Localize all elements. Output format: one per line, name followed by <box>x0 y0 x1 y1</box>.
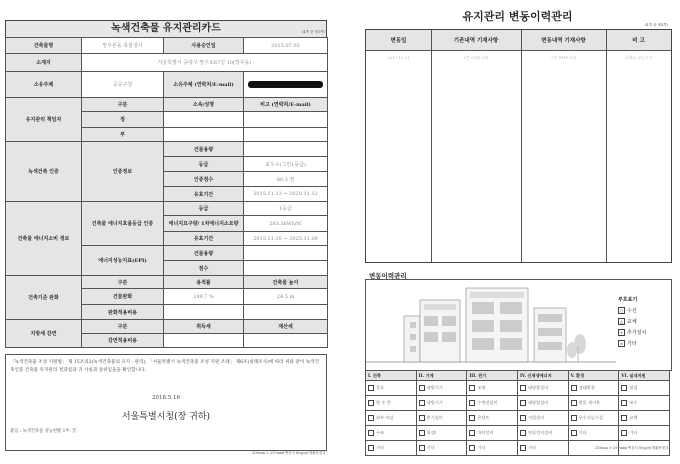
category-item-label: 위생/ <box>426 430 437 435</box>
category-cell <box>619 411 670 426</box>
category-cell <box>568 381 619 396</box>
category-cell <box>467 381 518 396</box>
page-note: (4쪽 중 제1쪽) <box>302 30 325 34</box>
manager-row-secondary: 부 <box>82 128 164 142</box>
category-cell <box>517 411 568 426</box>
checkbox-icon[interactable] <box>469 385 475 391</box>
category-item-label: 수변전설비 <box>477 400 498 405</box>
category-title: VI. 실내지원 <box>619 371 670 381</box>
category-item-label: 기타 <box>629 430 638 435</box>
location-value: 서울특별시 중랑구 망우로67길 10(망우동) <box>82 54 328 72</box>
checkbox-icon[interactable] <box>419 385 425 391</box>
paper-size-note: 210mm × 297mm[백상지 80g/㎡(재활용품)] <box>594 446 668 450</box>
category-title: II. 기계 <box>416 371 467 381</box>
energy-item-label: 등급 <box>164 202 244 216</box>
category-item-label: 콘센트 <box>477 415 490 420</box>
category-item-label: 태양광설비 <box>527 385 549 390</box>
owner-contact-label: 소유주체 (연락처/E-mail) <box>164 72 244 98</box>
epi-item-label: 점수 <box>164 261 244 276</box>
notice-text: 「녹색건축물 조성 지원법」 제 15조의2(녹색건축물의 유지 · 관리), 「서울특별시 녹색건축물 조성 지원 조례」 제6조(실태조사)에 따라 위와 같이 녹색건축인증 건축물 유지관리 결과업과 귀 사실과 상위임을을 확인합니다. <box>10 360 320 373</box>
checkbox-icon[interactable] <box>419 400 425 406</box>
epi-item-value <box>244 246 328 261</box>
checkbox-icon[interactable] <box>621 400 627 406</box>
category-title: V. 환경 <box>568 371 619 381</box>
legend-symbol: ○ <box>619 308 624 313</box>
category-cell <box>416 426 467 441</box>
category-item-label: 외부 마감 <box>376 415 394 420</box>
checkbox-icon[interactable] <box>520 445 526 451</box>
standard-far-value <box>164 305 244 320</box>
green-cert-label: 녹색건축 인증 <box>6 142 82 202</box>
legend-title: 부호표기 <box>618 297 638 303</box>
category-item-label: 기타 <box>527 445 537 450</box>
tax-acquisition-value <box>164 334 244 348</box>
checkbox-icon[interactable] <box>571 415 577 421</box>
category-item-label: 환기설비 <box>426 415 443 420</box>
category-cell <box>517 396 568 411</box>
category-item-label: 기타 <box>477 445 486 450</box>
energy-cert-label: 건축물 에너지효율등급 인증 <box>82 202 164 246</box>
category-item-label: 창호 <box>376 385 385 390</box>
category-cell <box>416 411 467 426</box>
column-divider <box>606 30 607 262</box>
legend-label: 기타 <box>627 341 637 347</box>
category-item-label: 우수저류시설 <box>578 415 603 420</box>
checkbox-icon[interactable] <box>571 400 577 406</box>
energy-item-label: 유효기간 <box>164 232 244 246</box>
legend-symbol: + <box>619 330 624 335</box>
category-cell <box>568 396 619 411</box>
legend-symbol: × <box>619 341 624 346</box>
category-item-label: 점검 <box>629 385 638 390</box>
history-title: 유지관리 변동이력관리 <box>462 10 573 23</box>
category-item-label: 교체 <box>629 415 638 420</box>
category-cell <box>416 441 467 456</box>
green-cert-item-value: 80.3 점 <box>244 172 328 187</box>
category-cell <box>467 441 518 456</box>
category-item-label: 기타 <box>376 445 385 450</box>
legend-label: 교체 <box>627 319 637 325</box>
category-cell <box>416 396 467 411</box>
card-main-table <box>5 37 328 348</box>
standard-row-label: 건물완화 <box>82 289 164 305</box>
green-cert-item-label: 등급 <box>164 157 244 172</box>
category-item-label: 태양열설비 <box>527 400 549 405</box>
category-cell <box>619 396 670 411</box>
section-label: 변동이력관리 <box>369 272 407 280</box>
checkbox-icon[interactable] <box>621 415 627 421</box>
owner-contact-value <box>244 72 328 98</box>
category-cell <box>517 426 568 441</box>
history-note: 교체(노후)/기타 <box>624 55 653 60</box>
category-title: III. 전기 <box>467 371 518 381</box>
page-note: (4쪽 중 제4쪽) <box>645 23 668 27</box>
footnote: 붙임 : 녹색건축물 성능현황 1부. 끝. <box>10 429 78 434</box>
building-diagram-box <box>365 279 672 371</box>
header-after: 변동내역 기재사항 <box>541 38 586 44</box>
category-cell <box>366 381 417 396</box>
symbol-legend <box>618 296 646 351</box>
standard-label: 건축기준 완화 <box>6 276 82 320</box>
green-cert-item-label: 인증점수 <box>164 172 244 187</box>
category-title: I. 건축 <box>366 371 417 381</box>
green-cert-item-label: 건물용량 <box>164 142 244 157</box>
category-cell <box>568 411 619 426</box>
standard-far-value: 249.7 % <box>164 289 244 305</box>
agency-name: 서울특별시청(장 귀하) <box>121 412 211 422</box>
category-item-label: 보수 <box>629 400 638 405</box>
legend-item <box>618 318 646 325</box>
checkbox-icon[interactable] <box>419 415 425 421</box>
epi-label: 에너지성능지표(EPI) <box>82 246 164 276</box>
category-cell <box>467 396 518 411</box>
category-row <box>366 426 670 441</box>
checkbox-icon[interactable] <box>571 385 577 391</box>
history-before: 5층 GHP 5대 <box>463 55 489 60</box>
green-cert-item-value <box>244 142 328 157</box>
paper-size-note: 210mm × 297mm[백상지 80g/㎡(재활용품)] <box>251 451 325 455</box>
energy-label: 건축물 에너지소비 정보 <box>6 202 82 276</box>
energy-item-value: 1등급 <box>244 202 328 216</box>
category-item-label: 조명 <box>477 385 486 390</box>
standard-col: 구분 <box>82 276 164 289</box>
category-cell <box>517 441 568 456</box>
building-name-label: 건축물명 <box>6 38 82 54</box>
category-table <box>365 370 670 456</box>
header-before: 기존내역 기재사항 <box>453 38 499 44</box>
history-date: 2017.10.31 <box>387 55 410 60</box>
checkbox-icon[interactable] <box>621 430 627 436</box>
checkbox-icon[interactable] <box>469 400 475 406</box>
checkbox-icon[interactable] <box>368 430 374 436</box>
column-divider <box>431 30 432 262</box>
manager-primary-contact <box>244 112 328 128</box>
manager-secondary-contact <box>244 128 328 142</box>
legend-item <box>618 329 646 336</box>
manager-col-3: 비고 (연락처/E-mail) <box>244 98 328 112</box>
header-change-date: 변동일 <box>390 38 407 44</box>
green-cert-item-value: 최우수(그린1등급) <box>244 157 328 172</box>
owner-label: 소유주체 <box>6 72 82 98</box>
category-cell <box>416 381 467 396</box>
card-title: 녹색건축물 유지관리카드 <box>5 20 327 38</box>
category-row <box>366 396 670 411</box>
history-table <box>365 29 672 263</box>
owner-value: 공공구청 <box>82 72 164 98</box>
category-item-label: 방 수 층 <box>376 400 391 405</box>
tax-property-value <box>244 334 328 348</box>
category-item-label: 차단설비 <box>477 430 494 435</box>
approval-date-value: 2015.07.02 <box>244 38 328 54</box>
category-title: IV. 신재생에너지 <box>517 371 568 381</box>
standard-height-value: 24.5 m <box>244 289 328 305</box>
history-after: 5층 EHP 5대 <box>551 55 576 60</box>
checkbox-icon[interactable] <box>520 385 526 391</box>
category-cell <box>467 426 518 441</box>
category-item-label: 기타 <box>426 445 435 450</box>
green-cert-info-label: 인증정보 <box>82 142 164 202</box>
legend-label: 추가설치 <box>627 330 647 336</box>
legend-item <box>618 307 646 314</box>
legend-symbol: △ <box>619 319 624 324</box>
category-item-label: 냉방기기 <box>426 400 443 405</box>
category-cell <box>568 426 619 441</box>
category-header-row <box>366 371 670 381</box>
redacted-bar <box>248 81 323 88</box>
manager-primary-name <box>164 112 244 128</box>
category-item-label: 생태환경 <box>578 385 595 390</box>
standard-height-value <box>244 305 328 320</box>
green-cert-item-value: 2015.11.13 ~ 2020.11.12 <box>244 187 328 202</box>
change-history-page <box>365 6 670 456</box>
checkbox-icon[interactable] <box>520 415 526 421</box>
category-cell <box>366 411 417 426</box>
category-item-label: 지열설비 <box>527 415 545 420</box>
tax-row-label: 감면적용비용 <box>82 334 164 348</box>
category-cell <box>467 411 518 426</box>
energy-item-value: 283.3kWh/㎡ <box>244 216 328 232</box>
category-row <box>366 381 670 396</box>
standard-col: 건축물 높이 <box>244 276 328 289</box>
checkbox-icon[interactable] <box>621 385 627 391</box>
checkbox-icon[interactable] <box>469 430 475 436</box>
category-item-label: 빗물 재이용 <box>578 400 601 405</box>
epi-item-label: 건물용량 <box>164 246 244 261</box>
green-cert-item-label: 유효기간 <box>164 187 244 202</box>
energy-item-value: 2015.11.10 ~ 2025.11.09 <box>244 232 328 246</box>
confirmation-box <box>5 354 327 451</box>
epi-item-value <box>244 261 328 276</box>
manager-col-2: 소속/성명 <box>164 98 244 112</box>
tax-col: 취득세 <box>164 320 244 334</box>
manager-label: 유지관리 책임자 <box>6 98 82 142</box>
checkbox-icon[interactable] <box>368 415 374 421</box>
category-item-label: 구조 <box>376 430 385 435</box>
checkbox-icon[interactable] <box>368 400 374 406</box>
checkbox-icon[interactable] <box>419 445 425 451</box>
legend-label: 수선 <box>627 308 637 314</box>
legend-item <box>618 340 646 347</box>
manager-secondary-name <box>164 128 244 142</box>
category-item-label: 기타 <box>578 430 587 435</box>
checkbox-icon[interactable] <box>368 385 374 391</box>
checkbox-icon[interactable] <box>571 430 577 436</box>
building-name-value: 망우본동 복합청사 <box>82 38 164 54</box>
category-row <box>366 411 670 426</box>
header-note: 비 고 <box>632 38 645 44</box>
manager-col-1: 구분 <box>82 98 164 112</box>
category-item-label: 연료전지설비 <box>527 430 553 435</box>
category-cell <box>619 426 670 441</box>
maintenance-card-page <box>5 18 327 458</box>
checkbox-icon[interactable] <box>419 430 425 436</box>
category-cell <box>619 381 670 396</box>
standard-col: 용적률 <box>164 276 244 289</box>
checkbox-icon[interactable] <box>520 430 526 436</box>
tax-col: 구분 <box>82 320 164 334</box>
checkbox-icon[interactable] <box>520 400 526 406</box>
tax-label: 지방세 감면 <box>6 320 82 348</box>
building-illustration <box>366 280 616 368</box>
location-label: 소재지 <box>6 54 82 72</box>
column-divider <box>521 30 522 262</box>
issue-date: 2018.5.16 <box>152 395 180 401</box>
category-cell <box>366 396 417 411</box>
manager-row-primary: 정 <box>82 112 164 128</box>
checkbox-icon[interactable] <box>469 445 475 451</box>
checkbox-icon[interactable] <box>469 415 475 421</box>
approval-date-label: 사용승인일 <box>164 38 244 54</box>
category-cell <box>366 426 417 441</box>
category-cell <box>517 381 568 396</box>
category-item-label: 냉방기기 <box>426 385 443 390</box>
standard-row-label: 완화적용비용 <box>82 305 164 320</box>
tax-col: 재산세 <box>244 320 328 334</box>
energy-item-label: 에너지요구량/ 1차에너지소요량 <box>164 216 244 232</box>
checkbox-icon[interactable] <box>368 445 374 451</box>
category-cell <box>366 441 417 456</box>
